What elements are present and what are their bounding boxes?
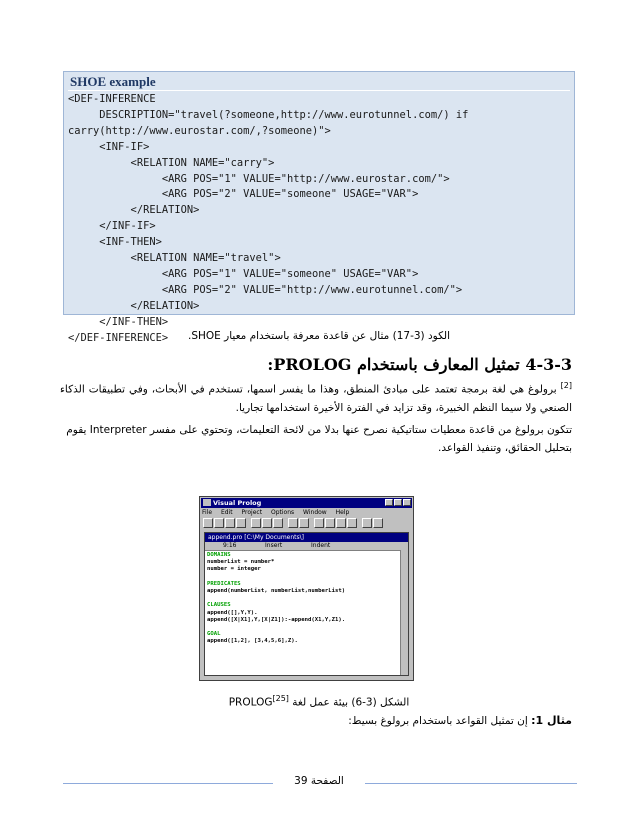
editor-titlebar xyxy=(205,533,408,542)
run-icon xyxy=(347,518,357,528)
footer-rule-left xyxy=(63,783,273,784)
code-title-divider xyxy=(68,90,570,91)
cut-icon xyxy=(251,518,261,528)
example-text: إن تمثيل القواعد باستخدام برولوغ بسيط: xyxy=(348,715,532,727)
paste-icon xyxy=(273,518,283,528)
open-folder-icon xyxy=(214,518,224,528)
menu-help: Help xyxy=(335,509,350,516)
app-title: Visual Prolog xyxy=(213,499,262,507)
close-file-icon xyxy=(236,518,246,528)
citation-ref: [25] xyxy=(272,694,289,703)
code-line: numberList = number* xyxy=(207,559,275,566)
indent-mode: Indent xyxy=(311,542,331,549)
visual-prolog-screenshot xyxy=(199,496,414,681)
search-icon xyxy=(314,518,324,528)
section-heading: 4-3-3 تمثيل المعارف باستخدام PROLOG: xyxy=(267,355,572,374)
figure-caption-text: الشكل (3-6) بيئة عمل لغة PROLOG xyxy=(228,696,410,709)
paragraph-prolog-structure xyxy=(60,421,572,457)
editor-title: append.pro [C:\My Documents\] xyxy=(208,534,305,541)
page-number: الصفحة 39 xyxy=(294,775,344,787)
menu-edit: Edit xyxy=(220,509,233,516)
code-line: CLAUSES xyxy=(207,602,231,609)
app-toolbar xyxy=(203,518,410,530)
app-menubar xyxy=(202,509,356,517)
example-line xyxy=(348,714,572,727)
prolog-source-code xyxy=(207,552,400,646)
code-line: DOMAINS xyxy=(207,552,231,558)
new-file-icon xyxy=(203,518,213,528)
code-caption: الكود (3-17) مثال عن قاعدة معرفة باستخدام معيار SHOE. xyxy=(187,330,450,342)
copy-icon xyxy=(262,518,272,528)
code-example-text: <DEF-INFERENCE DESCRIPTION="travel(?someone,http://www.eurotunnel.com/) if carry(http://www.eurostar.com/,?someone)"> <INF-IF> <RELATION NAME="carry"> <ARG POS="1" VALUE="http://www.eurostar.com/"> <ARG POS="2" VALUE="someone" USAGE="VAR"> </RELATION> </INF-IF> <INF-THEN> <RELATION NAME="travel"> <ARG POS="1" VALUE="someone" USAGE="VAR"> <ARG POS="2" VALUE="http://www.eurotunnel.com/"> </RELATION> </INF-THEN> </DEF-INFERENCE> xyxy=(68,93,469,344)
footer-rule-right xyxy=(365,783,577,784)
code-line: append([1,2], [3,4,5,6],Z). xyxy=(207,638,298,645)
redo-icon xyxy=(299,518,309,528)
menu-file: File xyxy=(202,509,213,516)
help-icon xyxy=(373,518,383,528)
app-titlebar xyxy=(201,498,412,508)
menu-options: Options xyxy=(270,509,295,516)
close-icon xyxy=(403,499,411,506)
maximize-icon xyxy=(394,499,402,506)
code-example-title: SHOE example xyxy=(70,74,156,89)
app-icon xyxy=(203,499,211,506)
example-label: مثال 1: xyxy=(531,714,572,727)
paragraph-line: تتكون برولوغ من قاعدة معطيات ستاتيكية نصرح عنها بدلا من لائحة التعليمات، وتحتوي على مفسر Interpreter يقوم xyxy=(66,424,572,436)
paragraph-prolog-intro xyxy=(60,377,572,417)
editor-status-bar xyxy=(205,542,408,551)
compile-icon xyxy=(325,518,335,528)
cursor-position: 9:16 xyxy=(223,542,237,549)
citation-ref: [2] xyxy=(560,381,572,390)
menu-project: Project xyxy=(241,509,263,516)
code-line: append([X|X1],Y,[X|Z1]):-append(X1,Y,Z1). xyxy=(207,616,346,623)
code-line: append(numberList, numberList,numberList) xyxy=(207,588,346,595)
paragraph-text: برولوغ هي لغة برمجة تعتمد على مبادئ المنطق، وهذا ما يفسر اسمها، تستخدم في الأبحاث، وفي تطبيقات الذكاء الصنعي ولا سيما النظم الخبيرة، وقد تزايد في الفترة الأخيرة استخدامها تجاريا. xyxy=(60,383,572,414)
figure-caption xyxy=(60,694,578,709)
code-line: PREDICATES xyxy=(207,580,241,587)
code-line: GOAL xyxy=(207,631,221,638)
insert-mode: Insert xyxy=(265,542,283,549)
build-icon xyxy=(336,518,346,528)
save-icon xyxy=(225,518,235,528)
minimize-icon xyxy=(385,499,393,506)
code-line: number = integer xyxy=(207,566,261,573)
grid-icon xyxy=(362,518,372,528)
undo-icon xyxy=(288,518,298,528)
menu-window: Window xyxy=(303,509,327,516)
code-line: append([],Y,Y). xyxy=(207,609,258,616)
editor-scrollbar xyxy=(400,550,408,675)
editor-window xyxy=(204,532,409,676)
window-buttons xyxy=(384,499,411,508)
paragraph-line: بتحليل الحقائق، وتنفيذ القواعد. xyxy=(438,442,572,454)
